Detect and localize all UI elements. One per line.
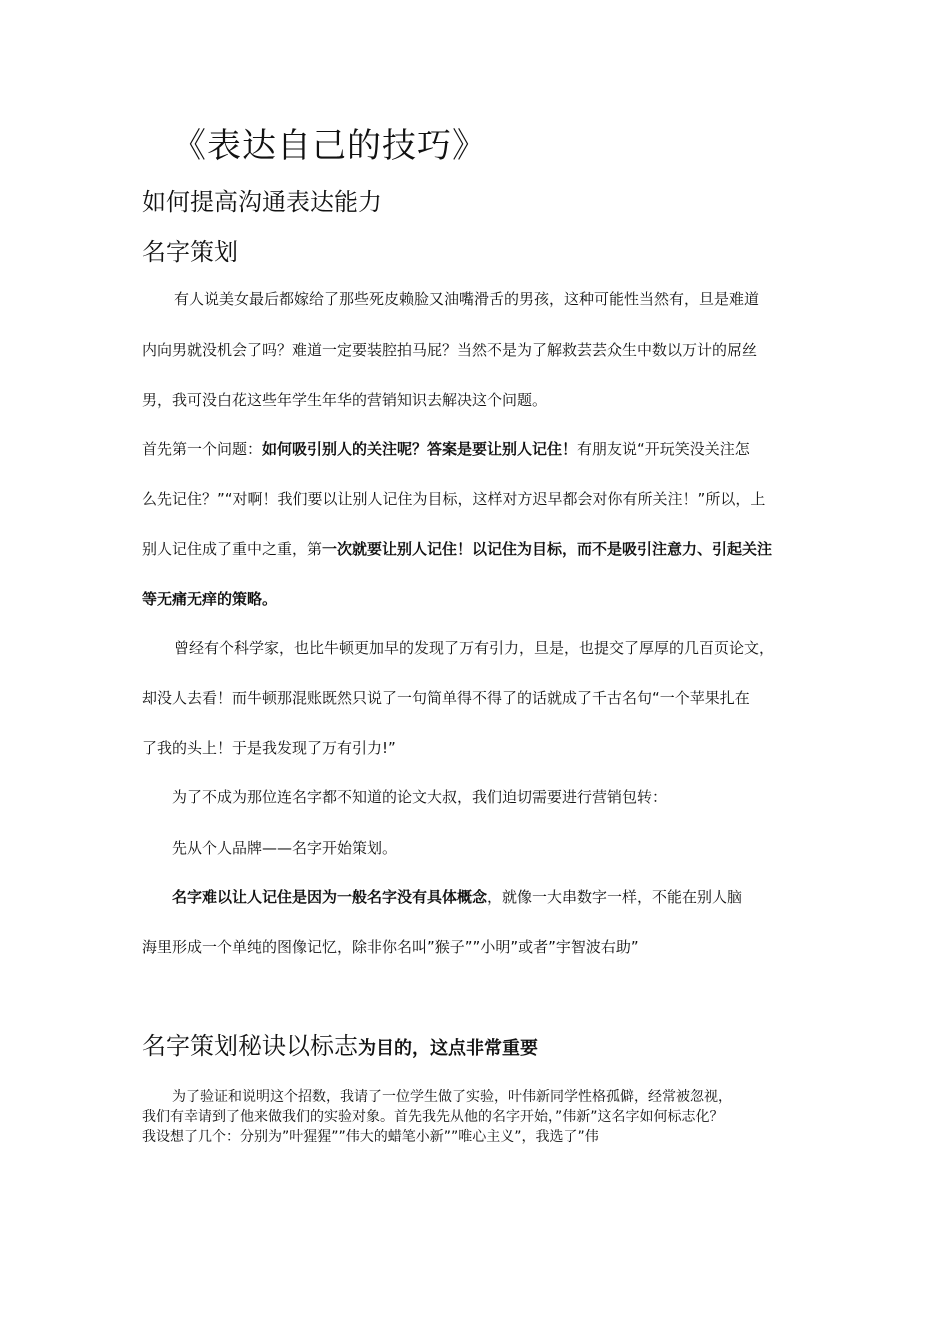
text-run: 首先第一个问题： [142,440,263,458]
paragraph-line: 曾经有个科学家，也比牛顿更加早的发现了万有引力，旦是，也提交了厚厚的几百页论文， [174,639,775,657]
paragraph-line: 男，我可没白花这些年学生年华的营销知识去解决这个问题。 [142,391,548,409]
paragraph-line: 有人说美女最后都嫁给了那些死皮赖脸又油嘴滑舌的男孩，这种可能性当然有，旦是难道 [174,290,760,308]
paragraph-line: 我设想了几个：分别为”叶猩猩””伟大的蜡笔小新””唯心主义”，我选了”伟 [142,1129,599,1145]
paragraph-line: 了我的头上！于是我发现了万有引力!” [142,739,396,757]
heading-bold-part: 为目的，这点非常重要 [358,1038,538,1059]
paragraph-line: 内向男就没机会了吗？难道一定要装腔拍马屁？当然不是为了解救芸芸众生中数以万计的屌丝 [142,341,758,359]
paragraph-line: 却没人去看！而牛顿那混账既然只说了一句简单得不得了的话就成了千古名句“一个苹果扎在 [142,689,750,707]
text-run: 有朋友说“开玩笑没关注怎 [577,440,750,458]
paragraph-line [172,886,742,908]
text-run: ，就像一大串数字一样，不能在别人脑 [487,888,743,906]
bold-text-run: 一次就要让别人记住！以记住为目标，而不是吸引注意力、引起关注 [322,540,773,558]
bold-text-run: 等无痛无痒的策略。 [142,590,278,608]
bold-text-run: 如何吸引别人的关注呢？答案是要让别人记住！ [262,440,578,458]
document-title: 《表达自己的技巧》 [172,126,487,166]
text-run: 别人记住成了重中之重，第 [142,540,323,558]
section-heading-name-planning: 名字策划 [142,238,238,266]
paragraph-line [142,438,750,460]
paragraph-line: 为了验证和说明这个招数，我请了一位学生做了实验，叶伟新同学性格孤僻，经常被忽视， [172,1089,732,1105]
paragraph-line [142,588,277,610]
bold-text-run: 名字难以让人记住是因为一般名字没有具体概念 [172,888,488,906]
paragraph-line [142,538,772,560]
heading-serif-part: 名字策划秘诀以标志 [142,1032,358,1060]
paragraph-line: 么先记住？”“对啊！我们要以让别人记住为目标，这样对方迟早都会对你有所关注！”所以，上 [142,490,766,508]
paragraph-line: 我们有幸请到了他来做我们的实验对象。首先我先从他的名字开始，”伟新”这名字如何标志化？ [142,1109,724,1125]
paragraph-5: 先从个人品牌——名字开始策划。 [172,839,398,857]
paragraph-line: 海里形成一个单纯的图像记忆，除非你名叫”猴子””小明”或者”宇智波右助” [142,938,639,956]
paragraph-4: 为了不成为那位连名字都不知道的论文大叔，我们迫切需要进行营销包转： [172,788,668,806]
section-heading-name-planning-secret [142,1030,538,1065]
document-subtitle: 如何提高沟通表达能力 [142,188,382,216]
